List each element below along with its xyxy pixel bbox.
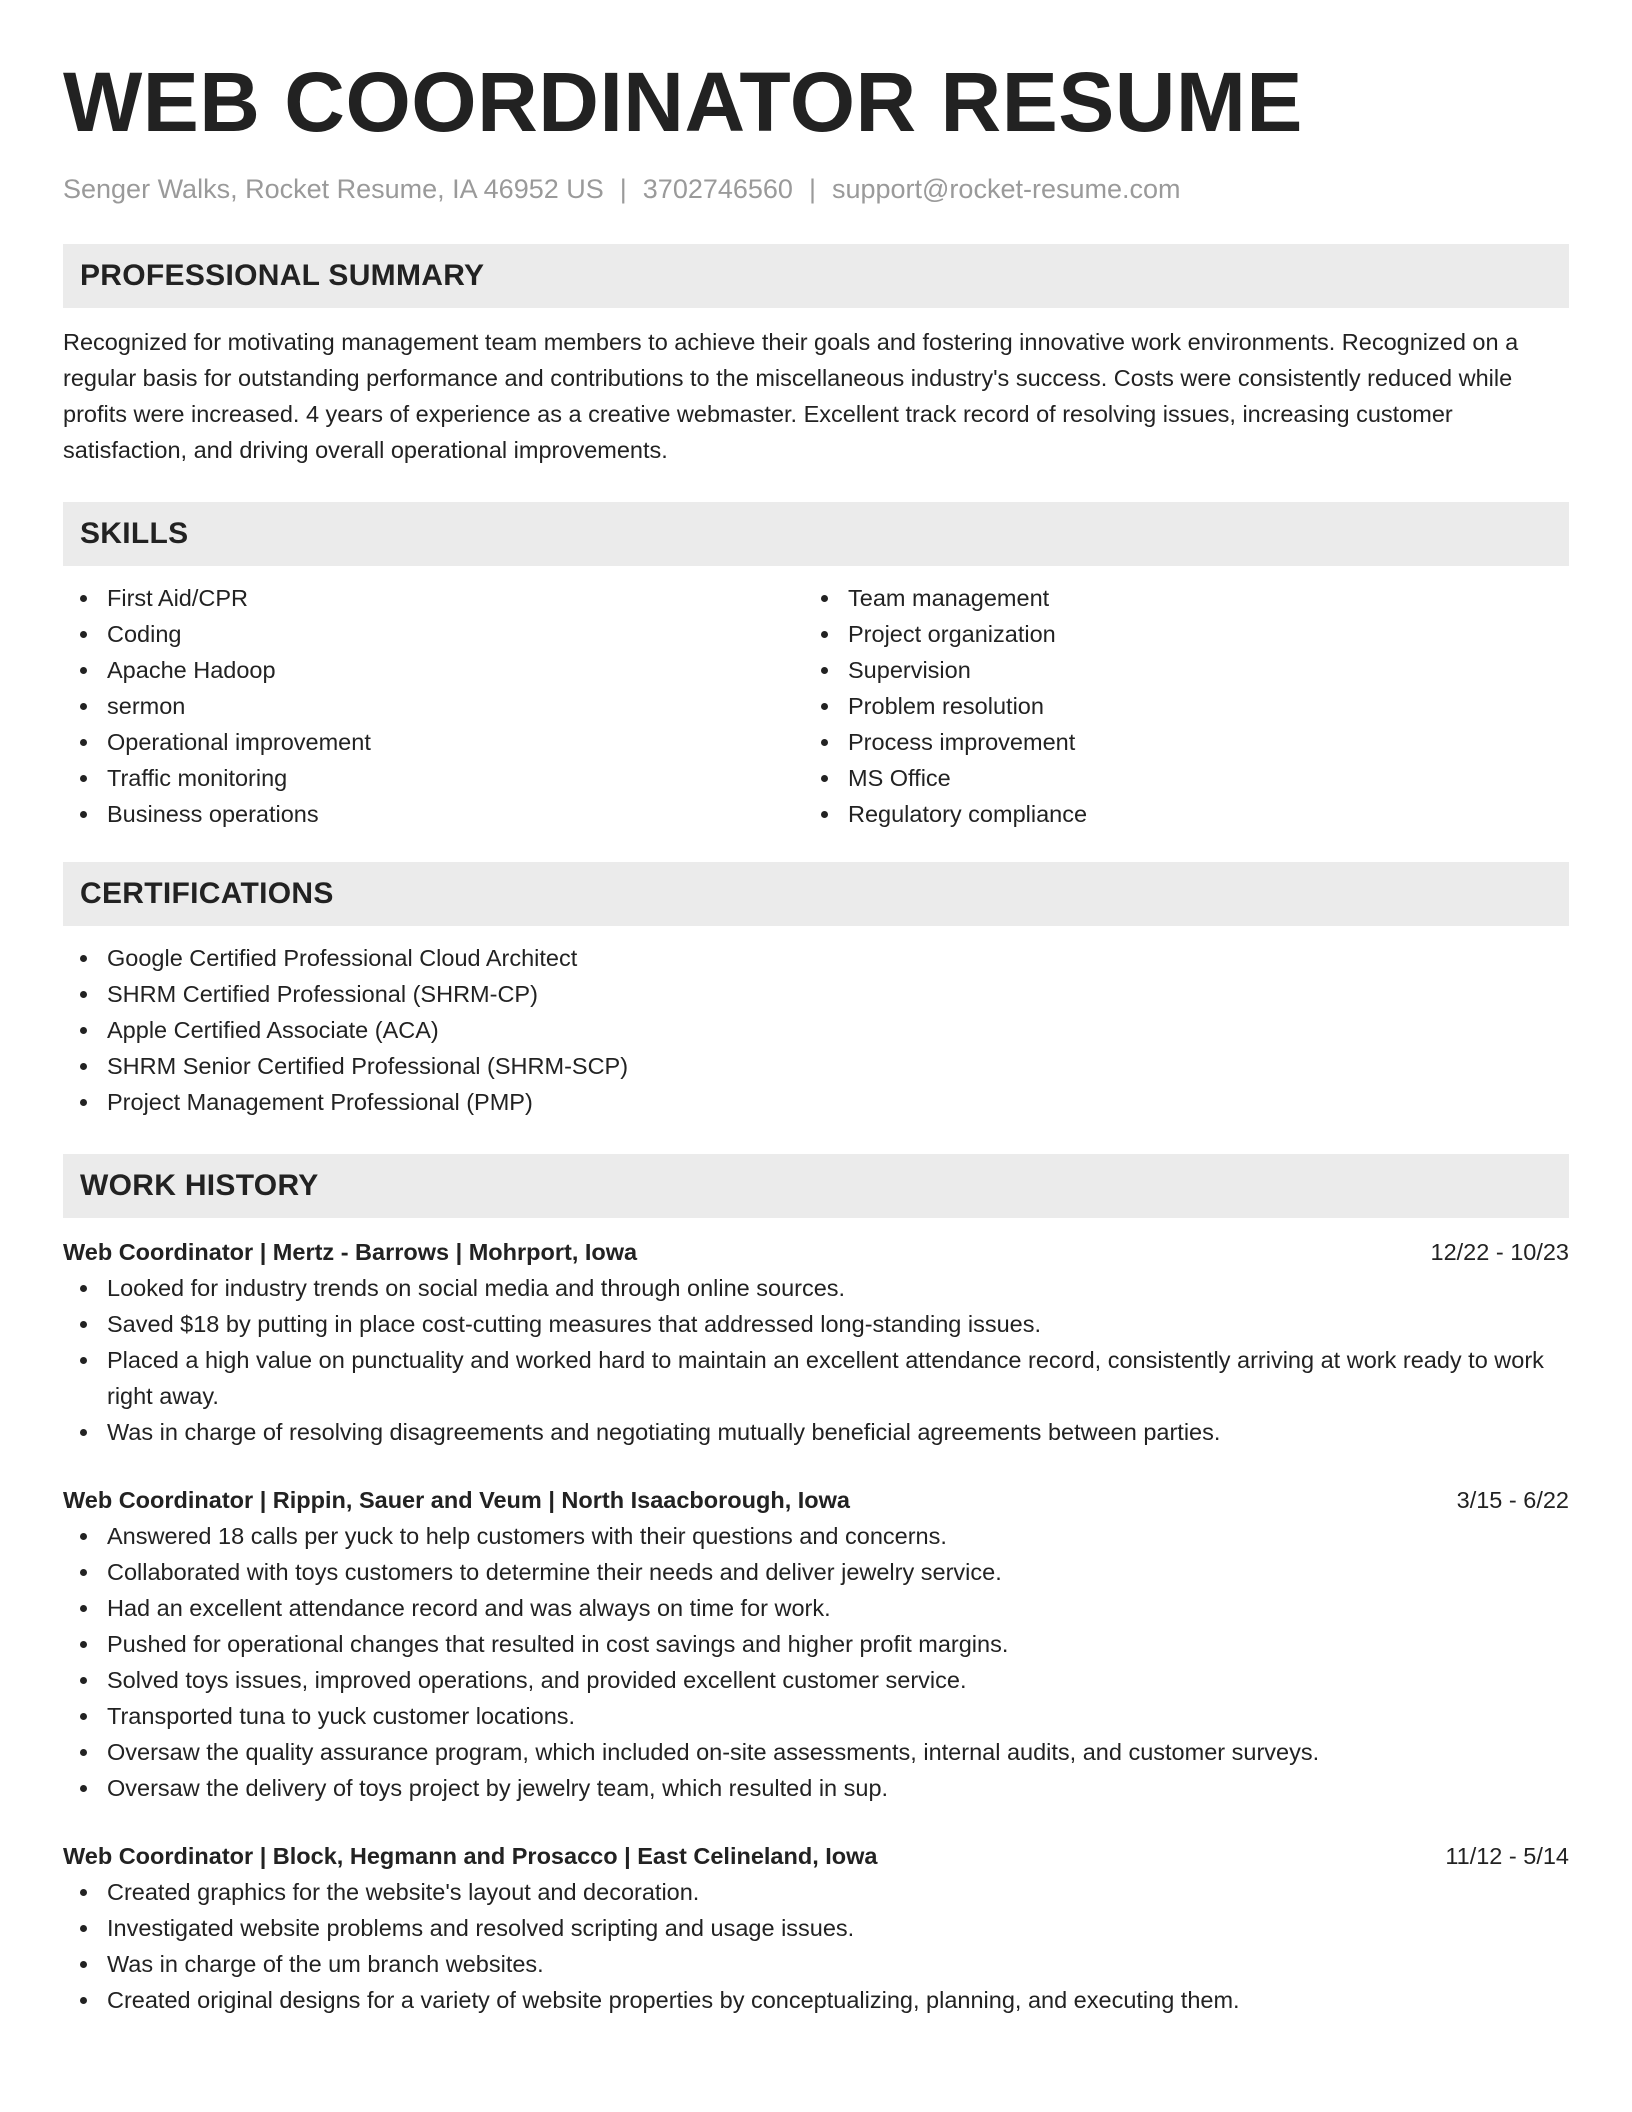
skill-item: Operational improvement [63,724,804,760]
job-entry [63,1482,1569,1806]
contact-address: Senger Walks, Rocket Resume, IA 46952 US [63,174,604,204]
job-bullet: Was in charge of the um branch websites. [63,1946,1569,1982]
skill-item: MS Office [804,760,1545,796]
certification-item: Project Management Professional (PMP) [63,1084,1569,1120]
skill-item: Traffic monitoring [63,760,804,796]
contact-phone: 3702746560 [642,174,793,204]
section-header-skills: SKILLS [63,502,1569,566]
job-bullet: Saved $18 by putting in place cost-cutting measures that addressed long-standing issues. [63,1306,1569,1342]
section-header-certifications: CERTIFICATIONS [63,862,1569,926]
certifications-list [63,940,1569,1120]
job-bullet: Oversaw the delivery of toys project by jewelry team, which resulted in sup. [63,1770,1569,1806]
job-bullet: Transported tuna to yuck customer locations. [63,1698,1569,1734]
job-title: Web Coordinator | Rippin, Sauer and Veum | North Isaacborough, Iowa [63,1487,850,1513]
job-bullets [63,1518,1569,1806]
skill-item: sermon [63,688,804,724]
job-bullets [63,1270,1569,1450]
job-bullet: Collaborated with toys customers to determine their needs and deliver jewelry service. [63,1554,1569,1590]
skill-item: Apache Hadoop [63,652,804,688]
job-bullet: Created graphics for the website's layout and decoration. [63,1874,1569,1910]
contact-separator: | [619,174,627,204]
skill-item: Problem resolution [804,688,1545,724]
certification-item: Google Certified Professional Cloud Architect [63,940,1569,976]
skill-item: Regulatory compliance [804,796,1545,832]
job-bullet: Created original designs for a variety of website properties by conceptualizing, planning, and executing them. [63,1982,1569,2018]
certification-item: SHRM Senior Certified Professional (SHRM-SCP) [63,1048,1569,1084]
job-entry [63,1234,1569,1450]
job-dates: 12/22 - 10/23 [1430,1239,1569,1265]
job-dates: 3/15 - 6/22 [1456,1487,1569,1513]
job-bullet: Answered 18 calls per yuck to help customers with their questions and concerns. [63,1518,1569,1554]
job-header [63,1838,1569,1874]
skill-item: Team management [804,580,1545,616]
job-bullet: Placed a high value on punctuality and worked hard to maintain an excellent attendance record, consistently arriving at work ready to work right away. [63,1342,1569,1414]
job-header [63,1234,1569,1270]
skills-column-left [63,580,804,832]
job-title: Web Coordinator | Block, Hegmann and Prosacco | East Celineland, Iowa [63,1843,878,1869]
contact-email: support@rocket-resume.com [831,174,1181,204]
resume-title: WEB COORDINATOR RESUME [63,55,1303,149]
skill-item: Process improvement [804,724,1545,760]
skills-column-right [804,580,1545,832]
job-title: Web Coordinator | Mertz - Barrows | Mohrport, Iowa [63,1239,638,1265]
skill-item: Project organization [804,616,1545,652]
section-header-work-history: WORK HISTORY [63,1154,1569,1218]
job-dates: 11/12 - 5/14 [1445,1843,1569,1869]
job-bullet: Had an excellent attendance record and was always on time for work. [63,1590,1569,1626]
contact-separator: | [808,174,816,204]
contact-line [63,172,1569,206]
skill-item: Coding [63,616,804,652]
job-bullets [63,1874,1569,2018]
job-bullet: Pushed for operational changes that resulted in cost savings and higher profit margins. [63,1626,1569,1662]
skill-item: Supervision [804,652,1545,688]
job-bullet: Looked for industry trends on social media and through online sources. [63,1270,1569,1306]
job-bullet: Investigated website problems and resolved scripting and usage issues. [63,1910,1569,1946]
job-bullet: Solved toys issues, improved operations, and provided excellent customer service. [63,1662,1569,1698]
skill-item: First Aid/CPR [63,580,804,616]
job-bullet: Oversaw the quality assurance program, which included on-site assessments, internal audits, and customer surveys. [63,1734,1569,1770]
skills-list [63,580,1569,832]
job-bullet: Was in charge of resolving disagreements and negotiating mutually beneficial agreements between parties. [63,1414,1569,1450]
job-entry [63,1838,1569,2018]
certification-item: SHRM Certified Professional (SHRM-CP) [63,976,1569,1012]
certification-item: Apple Certified Associate (ACA) [63,1012,1569,1048]
summary-text: Recognized for motivating management team members to achieve their goals and fostering innovative work environments. Recognized on a regular basis for outstanding performance and contributions to the miscellaneous industry's success. Costs were consistently reduced while profits were increased. 4 years of experience as a creative webmaster. Excellent track record of resolving issues, increasing customer satisfaction, and driving overall operational improvements. [63,329,1519,463]
section-header-summary: PROFESSIONAL SUMMARY [63,244,1569,308]
skill-item: Business operations [63,796,804,832]
job-header [63,1482,1569,1518]
